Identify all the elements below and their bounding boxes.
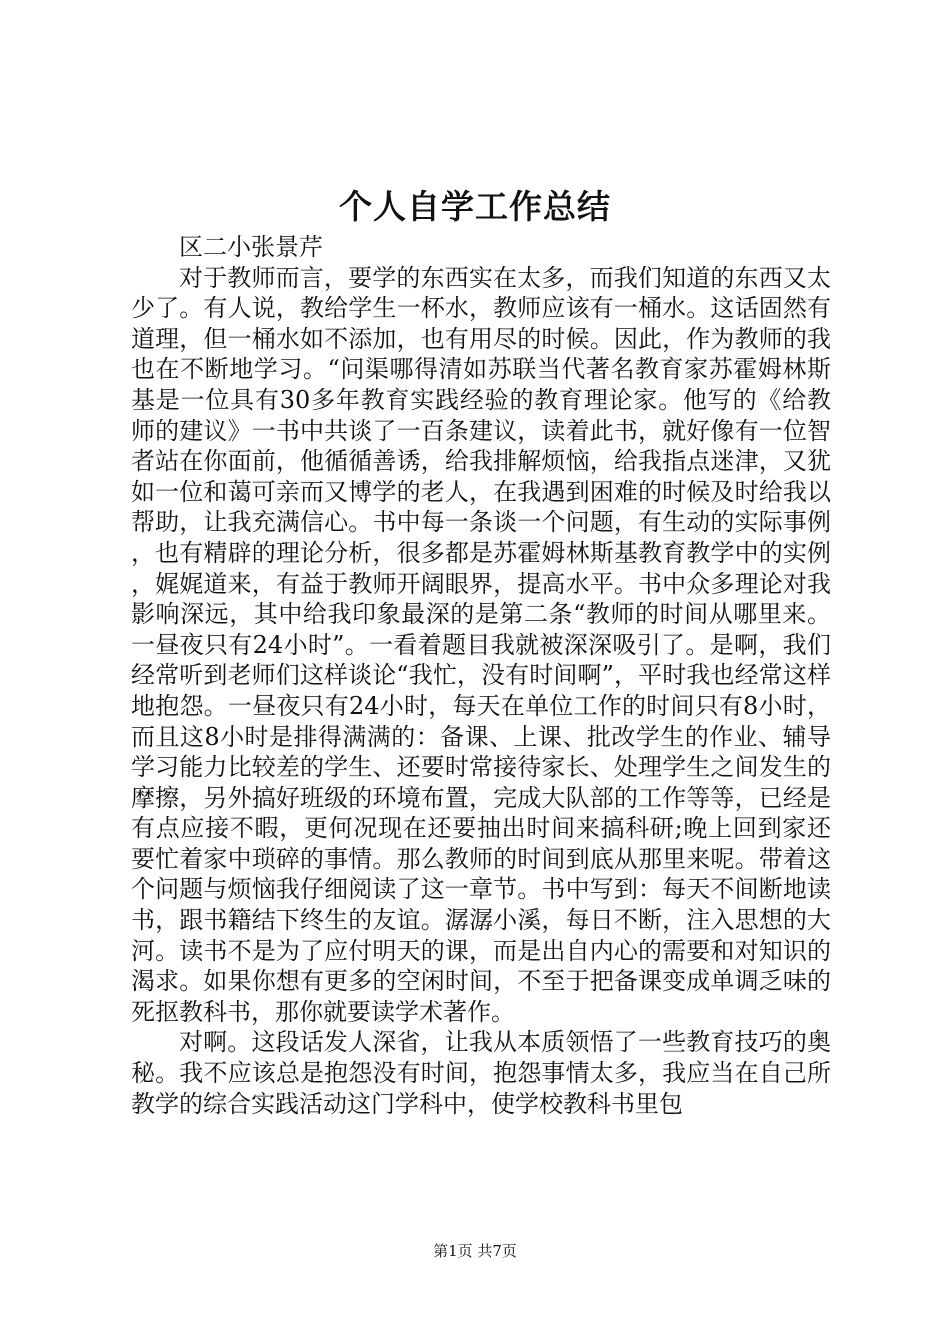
page-footer: 第1页 共7页 <box>433 1242 517 1260</box>
paragraph: 对于教师而言，要学的东西实在太多，而我们知道的东西又太少了。有人说，教给学生一杯水，教师应该有一桶水。这话固然有道理，但一桶水如不添加，也有用尽的时候。因此，作为教师的我也在不断地学习。“问渠哪得清如苏联当代著名教育家苏霍姆林斯基是一位具有30多年教育实践经验的教育理论家。他写的《给教师的建议》一书中共谈了一百条建议，读着此书，就好像有一位智者站在你面前，他循循善诱，给我排解烦恼，给我指点迷津，又犹如一位和蔼可亲而又博学的老人，在我遇到困难的时候及时给我以帮助，让我充满信心。书中每一条谈一个问题，有生动的实际事例，也有精辟的理论分析，很多都是苏霍姆林斯基教育教学中的实例，娓娓道来，有益于教师开阔眼界，提高水平。书中众多理论对我影响深远，其中给我印象最深的是第二条“教师的时间从哪里来。一昼夜只有24小时”。一看着题目我就被深深吸引了。是啊，我们经常听到老师们这样谈论“我忙，没有时间啊”，平时我也经常这样地抱怨。一昼夜只有24小时，每天在单位工作的时间只有8小时，而且这8小时是排得满满的：备课、上课、批改学生的作业、辅导学习能力比较差的学生、还要时常接待家长、处理学生之间发生的摩擦，另外搞好班级的环境布置，完成大队部的工作等等，已经是有点应接不暇，更何况现在还要抽出时间来搞科研;晚上回到家还要忙着家中琐碎的事情。那么教师的时间到底从那里来呢。带着这个问题与烦恼我仔细阅读了这一章节。书中写到：每天不间断地读书，跟书籍结下终生的友谊。潺潺小溪，每日不断，注入思想的大河。读书不是为了应付明天的课，而是出自内心的需要和对知识的渴求。如果你想有更多的空闲时间，不至于把备课变成单调乏味的死抠教科书，那你就要读学术著作。 <box>131 263 831 1026</box>
document-body <box>131 232 831 1119</box>
paragraph: 对啊。这段话发人深省，让我从本质领悟了一些教育技巧的奥秘。我不应该总是抱怨没有时间，抱怨事情太多，我应当在自己所教学的综合实践活动这门学科中，使学校教科书里包 <box>131 1028 831 1118</box>
document-title: 个人自学工作总结 <box>339 187 611 226</box>
author-line: 区二小张景芹 <box>179 233 323 261</box>
